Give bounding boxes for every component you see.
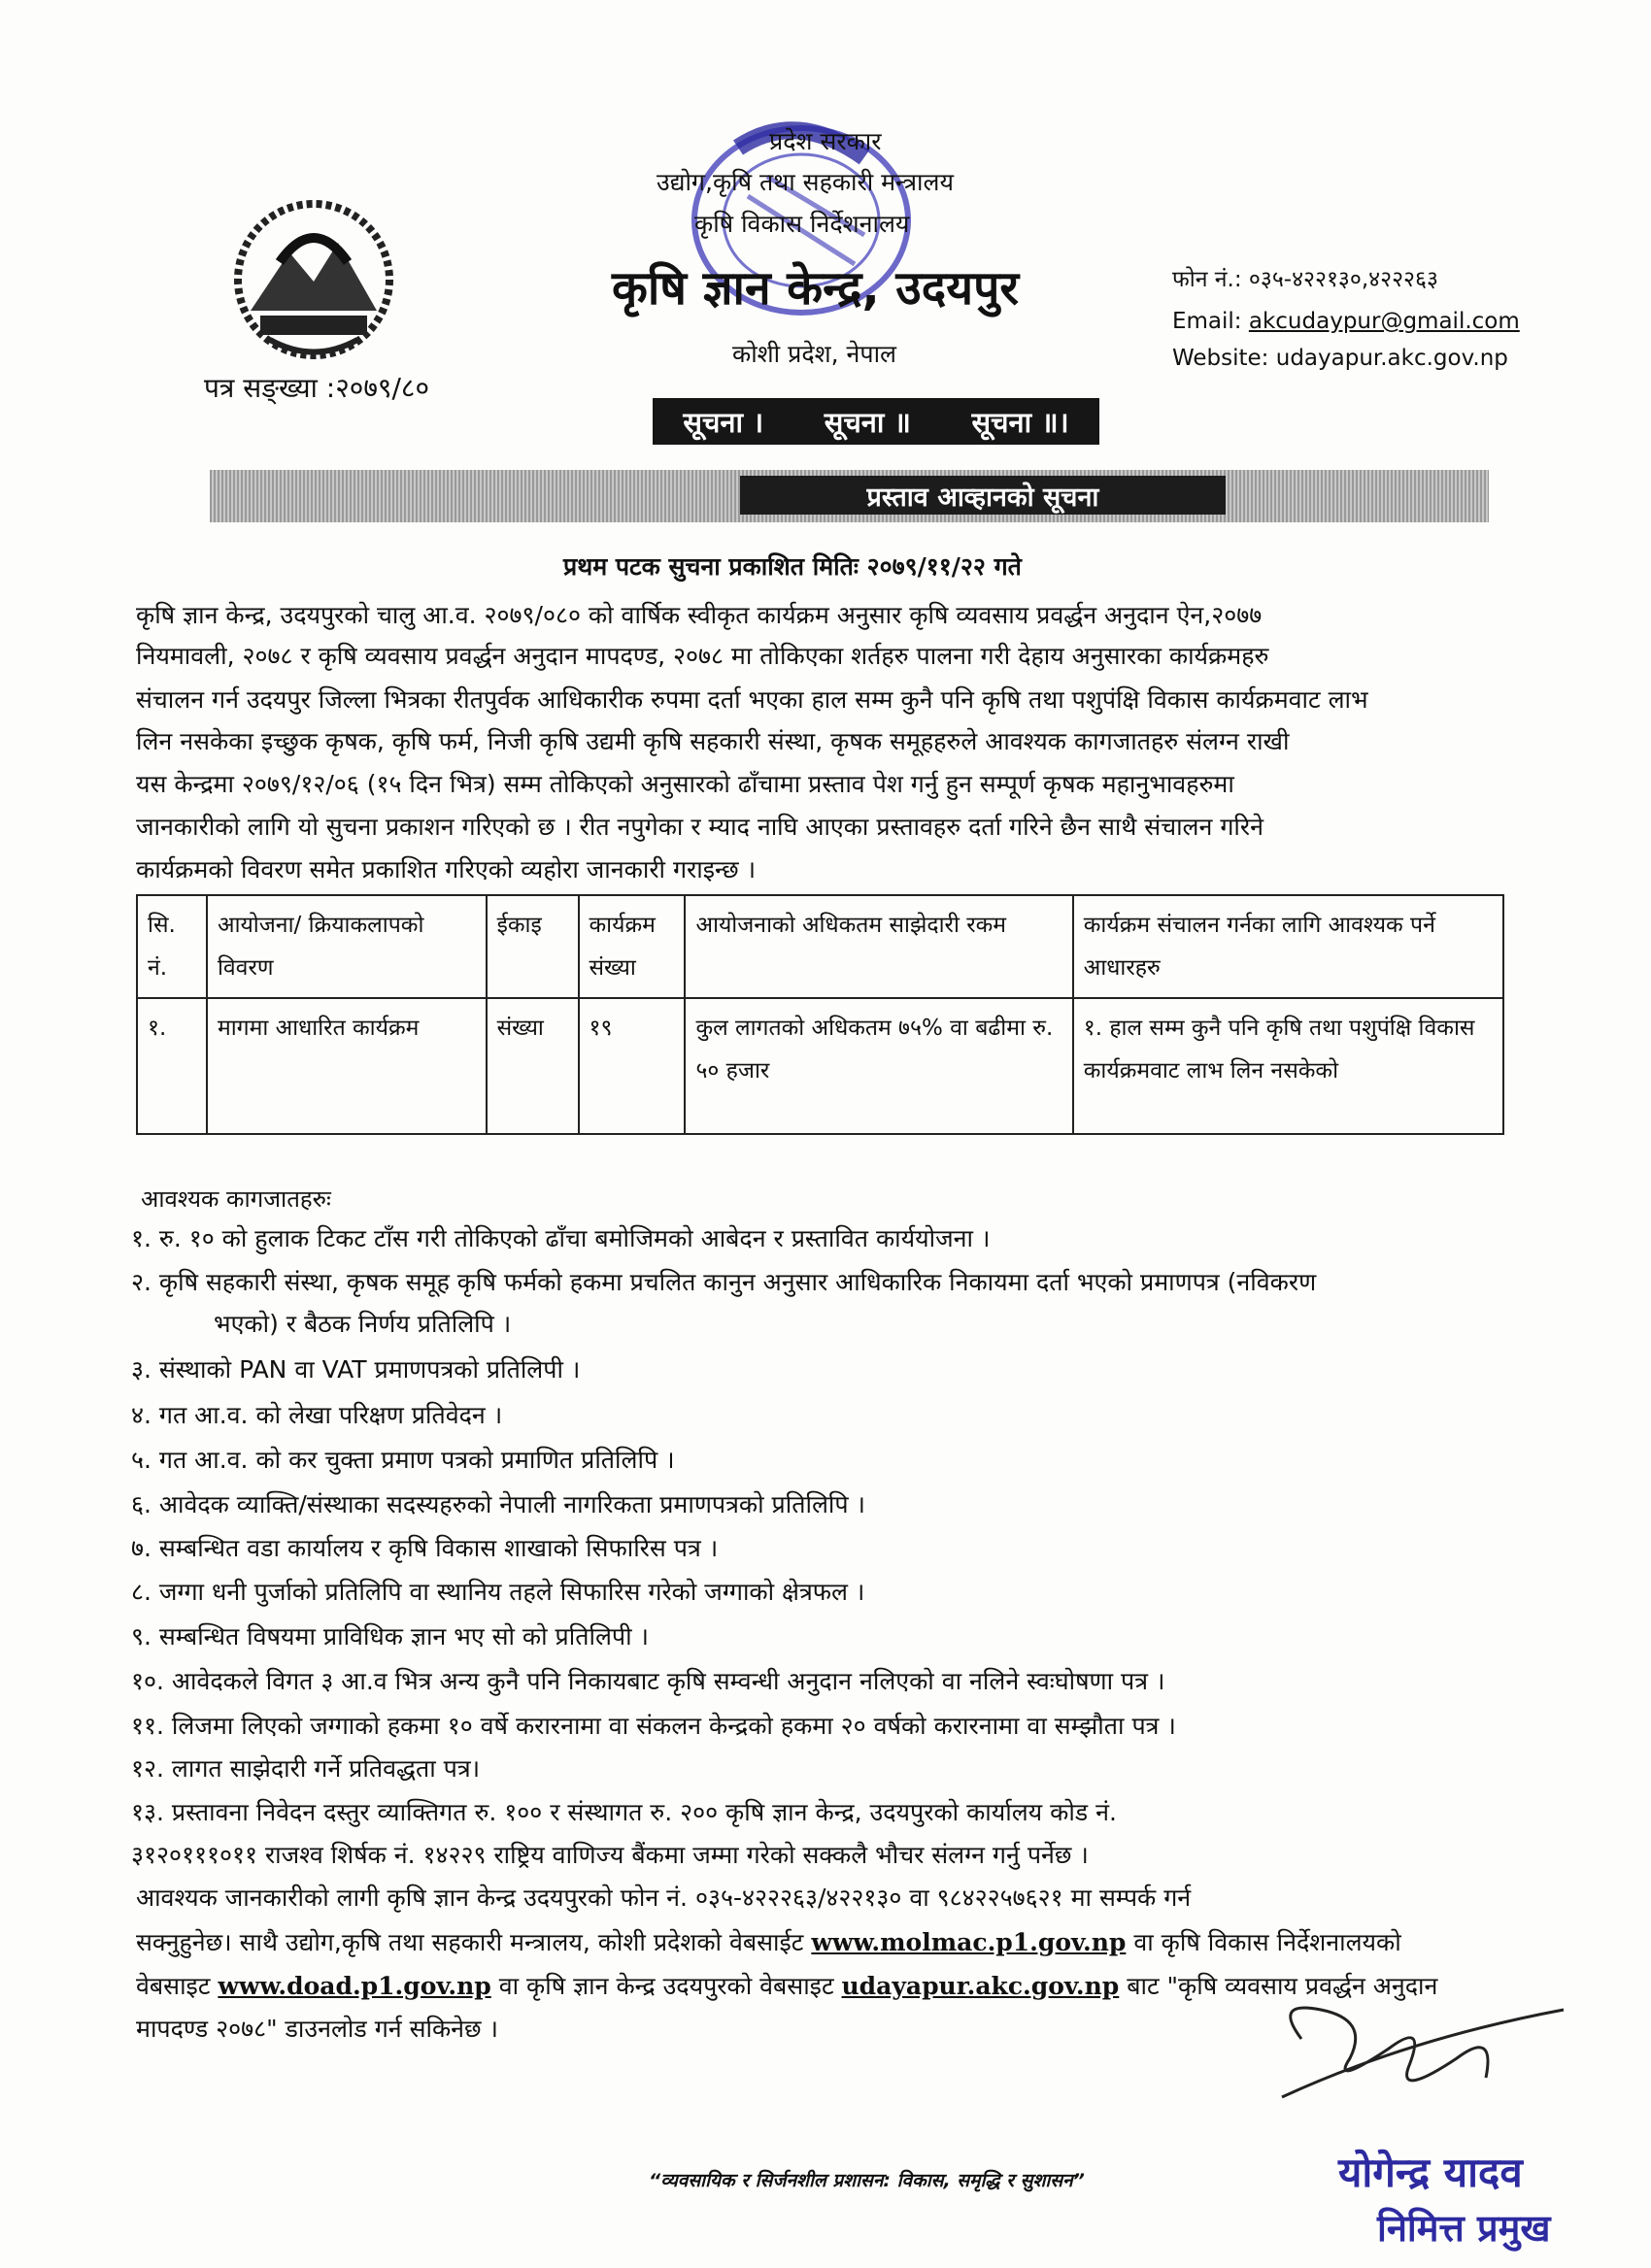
docs-heading: आवश्यक कागजातहरुः	[141, 1185, 331, 1213]
email-label: Email:	[1172, 309, 1249, 334]
footer-line: आवश्यक जानकारीको लागी कृषि ज्ञान केन्द्र उदयपुरको फोन नं. ०३५-४२२२६३/४२२१३० वा ९८४२२५७६२१ मा सम्पर्क गर्न	[136, 1884, 1192, 1912]
table-header: सि. नं.	[137, 895, 207, 998]
footer-text: वा कृषि ज्ञान केन्द्र उदयपुरको वेबसाइट	[490, 1972, 842, 2000]
body-line: नियमावली, २०७८ र कृषि व्यवसाय प्रवर्द्धन अनुदान मापदण्ड, २०७८ मा तोकिएका शर्तहरु पालना गरी देहाय अनुसारका कार्यक्रमहरु	[136, 642, 1269, 670]
list-item: १०. आवेदकले विगत ३ आ.व भित्र अन्य कुनै पनि निकायबाट कृषि सम्वन्धी अनुदान नलिएको वा नलिने स्वःघोषणा पत्र ।	[131, 1667, 1165, 1695]
body-line: कृषि ज्ञान केन्द्र, उदयपुरको चालु आ.व. २०७९/०८० को वार्षिक स्वीकृत कार्यक्रम अनुसार कृषि व्यवसाय प्रवर्द्धन अनुदान ऐन,२०७७	[136, 601, 1263, 629]
table-header: ईकाइ	[487, 895, 579, 998]
email-link[interactable]: akcudaypur@gmail.com	[1248, 309, 1520, 334]
table-row	[137, 998, 1503, 1134]
list-item: ५. गत आ.व. को कर चुक्ता प्रमाण पत्रको प्रमाणित प्रतिलिपि ।	[131, 1446, 675, 1474]
footer-text: वा कृषि विकास निर्देशनालयको	[1126, 1928, 1401, 1956]
gov-name: प्रदेश सरकार	[769, 127, 882, 155]
footer-line	[136, 1969, 1437, 2002]
slogan: “व्यवसायिक र सिर्जनशील प्रशासन: विकास, समृद्धि र सुशासन”	[649, 2170, 1085, 2191]
email-line	[1172, 309, 1520, 334]
notice-banner	[653, 398, 1099, 445]
table-cell: कुल लागतको अधिकतम ७५% वा बढीमा रु. ५० हजार	[685, 998, 1072, 1134]
akc-link[interactable]: udayapur.akc.gov.np	[841, 1972, 1120, 2000]
footer-text: सक्नुहुनेछ। साथै उद्योग,कृषि तथा सहकारी मन्त्रालय, कोशी प्रदेशको वेबसाईट	[136, 1928, 812, 1956]
office-title: कृषि ज्ञान केन्द्र, उदयपुर	[612, 261, 1019, 316]
list-item: २. कृषि सहकारी संस्था, कृषक समूह कृषि फर्मको हकमा प्रचलित कानुन अनुसार आधिकारिक निकायमा दर्ता भएको प्रमाणपत्र (नविकरण	[131, 1268, 1317, 1296]
table-header-row	[137, 895, 1503, 998]
list-item: ११. लिजमा लिएको जग्गाको हकमा १० वर्षे करारनामा वा संकलन केन्द्रको हकमा २० वर्षको करारनामा वा सम्झौता पत्र ।	[131, 1712, 1176, 1740]
province-name: कोशी प्रदेश, नेपाल	[732, 340, 896, 368]
list-item: १२. लागत साझेदारी गर्ने प्रतिवद्धता पत्र।	[131, 1754, 481, 1783]
publish-date: प्रथम पटक सुचना प्रकाशित मितिः २०७९/११/२२ गते	[563, 552, 1022, 581]
notice-word: सूचना ॥	[824, 405, 911, 439]
list-item: ८. जग्गा धनी पुर्जाको प्रतिलिपि वा स्थानिय तहले सिफारिस गरेको जग्गाको क्षेत्रफल ।	[131, 1578, 865, 1606]
table-header: कार्यक्रम संख्या	[579, 895, 686, 998]
body-line: कार्यक्रमको विवरण समेत प्रकाशित गरिएको व्यहोरा जानकारी गराइन्छ ।	[136, 855, 757, 884]
signature-icon	[1263, 1981, 1583, 2117]
doad-link[interactable]: www.doad.p1.gov.np	[218, 1972, 491, 2000]
nepal-emblem-icon	[221, 194, 406, 364]
program-table	[136, 894, 1504, 1135]
subject-band	[210, 470, 1489, 522]
ministry-name: उद्योग,कृषि तथा सहकारी मन्त्रालय	[657, 168, 954, 196]
list-item: ६. आवेदक व्याक्ति/संस्थाका सदस्यहरुको नेपाली नागरिकता प्रमाणपत्रको प्रतिलिपि ।	[131, 1490, 866, 1518]
list-item: ९. सम्बन्धित विषयमा प्राविधिक ज्ञान भए सो को प्रतिलिपी ।	[131, 1622, 650, 1651]
table-cell: १९	[579, 998, 686, 1134]
signer-title: निमित्त प्रमुख	[1377, 2207, 1551, 2250]
directorate-name: कृषि विकास निर्देशनालय	[694, 210, 910, 238]
phone-number: फोन नं.: ०३५-४२२१३०,४२२२६३	[1172, 267, 1438, 292]
footer-text: बाट "कृषि व्यवसाय प्रवर्द्धन अनुदान	[1119, 1972, 1438, 2000]
table-cell: १. हाल सम्म कुनै पनि कृषि तथा पशुपंक्षि विकास कार्यक्रमवाट लाभ लिन नसकेको	[1073, 998, 1503, 1134]
molmac-link[interactable]: www.molmac.p1.gov.np	[811, 1928, 1127, 1956]
table-header: आयोजनाको अधिकतम साझेदारी रकम	[685, 895, 1072, 998]
website-line: Website: udayapur.akc.gov.np	[1172, 346, 1508, 371]
subject-title: प्रस्ताव आव्हानको सूचना	[740, 476, 1226, 515]
table-cell: मागमा आधारित कार्यक्रम	[207, 998, 487, 1134]
list-item: १. रु. १० को हुलाक टिकट टाँस गरी तोकिएको ढाँचा बमोजिमको आबेदन र प्रस्तावित कार्ययोजना ।	[131, 1224, 991, 1252]
notice-word: सूचना ॥।	[971, 405, 1069, 439]
signer-name: योगेन्द्र यादव	[1338, 2149, 1523, 2196]
body-line: संचालन गर्न उदयपुर जिल्ला भित्रका रीतपुर्वक आधिकारीक रुपमा दर्ता भएका हाल सम्म कुनै पनि कृषि तथा पशुपंक्षि विकास कार्यक्रमवाट लाभ	[136, 685, 1368, 714]
body-line: लिन नसकेका इच्छुक कृषक, कृषि फर्म, निजी कृषि उद्यमी कृषि सहकारी संस्था, कृषक समूहहरुले आवश्यक कागजातहरु संलग्न राखी	[136, 727, 1290, 755]
footer-text: वेबसाइट	[136, 1972, 219, 2000]
footer-line: मापदण्ड २०७८" डाउनलोड गर्न सकिनेछ ।	[136, 2015, 499, 2043]
list-item: भएको) र बैठक निर्णय प्रतिलिपि ।	[214, 1310, 512, 1338]
list-item: ३. संस्थाको PAN वा VAT प्रमाणपत्रको प्रतिलिपी ।	[131, 1355, 581, 1384]
list-item: ३१२०१११०११ राजश्व शिर्षक नं. १४२२९ राष्ट्रिय वाणिज्य बैंकमा जम्मा गरेको सक्कलै भौचर संलग्न गर्नु पर्नेछ ।	[131, 1841, 1089, 1869]
body-line: यस केन्द्रमा २०७९/१२/०६ (१५ दिन भित्र) सम्म तोकिएको अनुसारको ढाँचामा प्रस्ताव पेश गर्नु हुन सम्पूर्ण कृषक महानुभावहरुमा	[136, 770, 1234, 798]
list-item: १३. प्रस्तावना निवेदन दस्तुर व्याक्तिगत रु. १०० र संस्थागत रु. २०० कृषि ज्ञान केन्द्र, उदयपुरको कार्यालय कोड नं.	[131, 1798, 1117, 1826]
table-cell: १.	[137, 998, 207, 1134]
body-line: जानकारीको लागि यो सुचना प्रकाशन गरिएको छ । रीत नपुगेका र म्याद नाघि आएका प्रस्तावहरु दर्ता गरिने छैन साथै संचालन गरिने	[136, 813, 1264, 841]
table-cell: संख्या	[487, 998, 579, 1134]
footer-line	[136, 1925, 1401, 1958]
notice-word: सूचना ।	[683, 405, 764, 439]
letter-number: पत्र सङ्ख्या :२०७९/८०	[204, 372, 430, 404]
list-item: ७. सम्बन्धित वडा कार्यालय र कृषि विकास शाखाको सिफारिस पत्र ।	[131, 1534, 719, 1562]
table-header: कार्यक्रम संचालन गर्नका लागि आवश्यक पर्ने आधारहरु	[1073, 895, 1503, 998]
table-header: आयोजना/ क्रियाकलापको विवरण	[207, 895, 487, 998]
list-item: ४. गत आ.व. को लेखा परिक्षण प्रतिवेदन ।	[131, 1401, 503, 1429]
